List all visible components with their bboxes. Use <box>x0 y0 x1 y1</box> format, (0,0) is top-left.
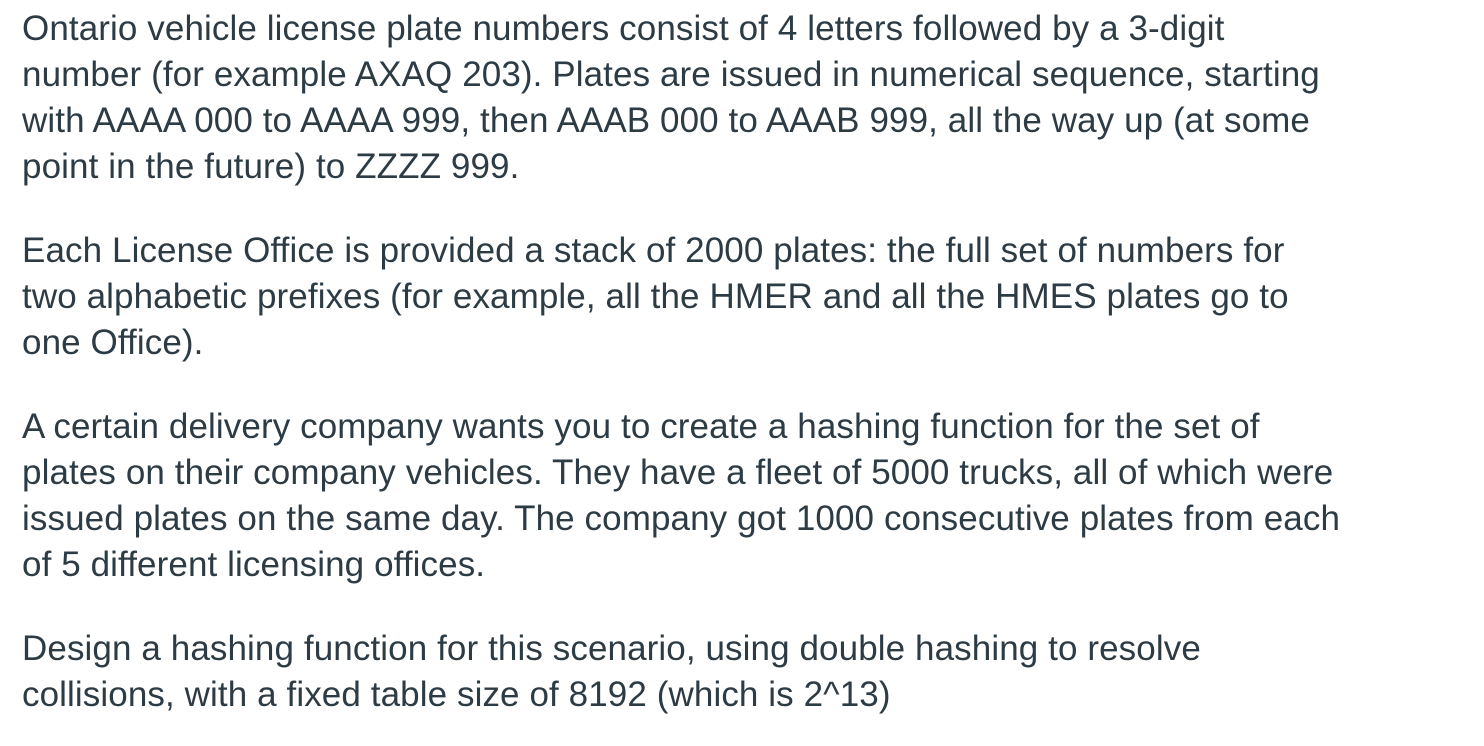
paragraph-delivery-company: A certain delivery company wants you to create a hashing function for the set of plates on their company vehicles. They have a fleet of 5000 trucks, all of which were issued plates on the same day. The company got 1000 consecutive plates from each of 5 different licensing offices. <box>22 407 1341 584</box>
document-body <box>22 6 1472 718</box>
paragraph-plate-format: Ontario vehicle license plate numbers consist of 4 letters followed by a 3-digit number (for example AXAQ 203). Plates are issued in numerical sequence, starting with AAAA 000 to AAAA 999, then AAAB 000 to AAAB 999, all the way up (at some point in the future) to ZZZZ 999. <box>22 9 1320 186</box>
paragraph-task: Design a hashing function for this scenario, using double hashing to resolve collisions, with a fixed table size of 8192 (which is 2^13) <box>22 629 1201 714</box>
paragraph-license-office: Each License Office is provided a stack of 2000 plates: the full set of numbers for two alphabetic prefixes (for example, all the HMER and all the HMES plates go to one Office). <box>22 231 1289 362</box>
